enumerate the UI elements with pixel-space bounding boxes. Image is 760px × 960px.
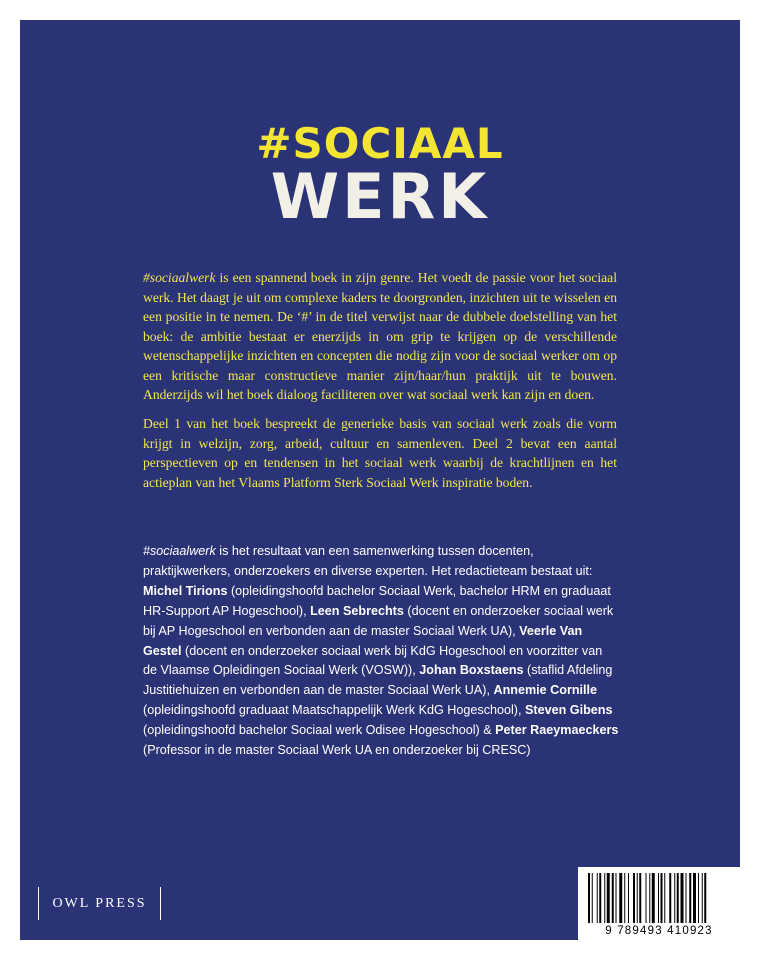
barcode-bar bbox=[616, 873, 617, 923]
credits-text: (opleidingshoofd bachelor Sociaal werk Odisee Hogeschool) & bbox=[143, 723, 496, 738]
barcode-bar bbox=[607, 873, 610, 923]
barcode-bar bbox=[599, 873, 601, 923]
title-line-1: #SOCIAAL bbox=[256, 119, 504, 168]
barcode-bar bbox=[677, 873, 679, 923]
credits-text: (opleidingshoofd graduaat Maatschappelijk Werk KdG Hogeschool), bbox=[143, 703, 525, 718]
barcode-bar bbox=[628, 873, 629, 923]
barcode-bar bbox=[702, 873, 703, 923]
barcode-bar bbox=[704, 873, 706, 923]
credits-text: (opleidingshoofd bachelor Sociaal Werk, bachelor HRM en graduaat HR-Support AP Hogeschool), bbox=[143, 583, 611, 618]
barcode-bar bbox=[686, 873, 687, 923]
editor-name: Leen Sebrechts bbox=[310, 603, 404, 618]
barcode-bar bbox=[674, 873, 675, 923]
barcode-bar bbox=[664, 873, 665, 923]
barcode-bar bbox=[669, 873, 671, 923]
editor-name: Veerle Van Gestel bbox=[143, 623, 583, 658]
credits-text: (docent en onderzoeker sociaal werk bij KdG Hogeschool en voorzitter van de Vlaamse Opleidingen Sociaal Werk (VOSW)), bbox=[143, 643, 603, 678]
barcode-bar bbox=[698, 873, 699, 923]
barcode-bar bbox=[592, 873, 593, 923]
barcode-bar bbox=[597, 873, 598, 923]
barcode-bar bbox=[637, 873, 638, 923]
credits-text: (staflid Afdeling Justitiehuizen en verbonden aan de master Sociaal Werk UA), bbox=[143, 663, 613, 698]
blurb-paragraph-1-text: is een spannend boek in zijn genre. Het voedt de passie voor het sociaal werk. Het daagt je uit om complexe kaders te doorgronden, inzichten uit te wisselen en een positie in te nemen. De ‘#’ in de titel verwijst naar de dubbele doelstelling van het boek: de ambitie bestaat er enerzijds in om grip te krijgen op de verschillende wetenschappelijke inzichten en concepten die nodig zijn voor de sociaal werker om op een kritische maar constructieve manier zijn/haar/hun praktijk uit te bouwen. Anderzijds wil het boek dialoog faciliteren over wat sociaal werk kan zijn en doen. bbox=[143, 270, 617, 402]
editor-name: Johan Boxstaens bbox=[419, 663, 524, 678]
barcode-bar bbox=[612, 873, 614, 923]
book-back-cover bbox=[20, 20, 740, 940]
publisher-logo: OWL PRESS bbox=[38, 887, 161, 920]
barcode-bars bbox=[588, 873, 730, 923]
credits-paragraph bbox=[143, 542, 619, 761]
barcode-bar bbox=[693, 873, 696, 923]
barcode-bar bbox=[646, 873, 647, 923]
title-line-2: WERK bbox=[270, 160, 490, 233]
isbn-number: 9 789493 410923 bbox=[605, 925, 713, 937]
barcode-bar bbox=[681, 873, 684, 923]
barcode-bar bbox=[633, 873, 635, 923]
editor-name: Michel Tirions bbox=[143, 583, 228, 598]
isbn-barcode bbox=[578, 867, 740, 940]
editor-name: Steven Gibens bbox=[525, 703, 613, 718]
barcode-bar bbox=[619, 873, 622, 923]
barcode-bar bbox=[624, 873, 625, 923]
barcode-bar bbox=[689, 873, 691, 923]
barcode-bar bbox=[661, 873, 663, 923]
barcode-bar bbox=[658, 873, 659, 923]
credits-text: (Professor in de master Sociaal Werk UA en onderzoeker bij CRESC) bbox=[143, 743, 531, 758]
blurb-paragraph-1 bbox=[143, 268, 617, 405]
barcode-bar bbox=[649, 873, 650, 923]
editor-name: Annemie Cornille bbox=[493, 683, 598, 698]
credits-text: (docent en onderzoeker sociaal werk bij AP Hogeschool en verbonden aan de master Sociaal Werk UA), bbox=[143, 603, 614, 638]
editor-name: Peter Raeymaeckers bbox=[495, 723, 619, 738]
barcode-bar bbox=[639, 873, 641, 923]
barcode-bar bbox=[652, 873, 655, 923]
barcode-bar bbox=[588, 873, 590, 923]
blurb-paragraph-2: Deel 1 van het boek bespreekt de generieke basis van sociaal werk zoals die vorm krijgt in welzijn, zorg, arbeid, cultuur en samenleven. Deel 2 bevat een aantal perspectieven op en tendensen in het sociaal werk waarbij de krachtlijnen en het actieplan van het Vlaams Platform Sterk Sociaal Werk inspiratie boden. bbox=[143, 416, 617, 490]
blurb-hashtag: #sociaalwerk bbox=[143, 270, 216, 285]
credits-hashtag: #sociaalwerk bbox=[143, 544, 216, 558]
credits-text: is het resultaat van een samenwerking tussen docenten, praktijkwerkers, onderzoekers en diverse experten. Het redactieteam bestaat uit: bbox=[143, 544, 593, 578]
barcode-bar bbox=[604, 873, 605, 923]
